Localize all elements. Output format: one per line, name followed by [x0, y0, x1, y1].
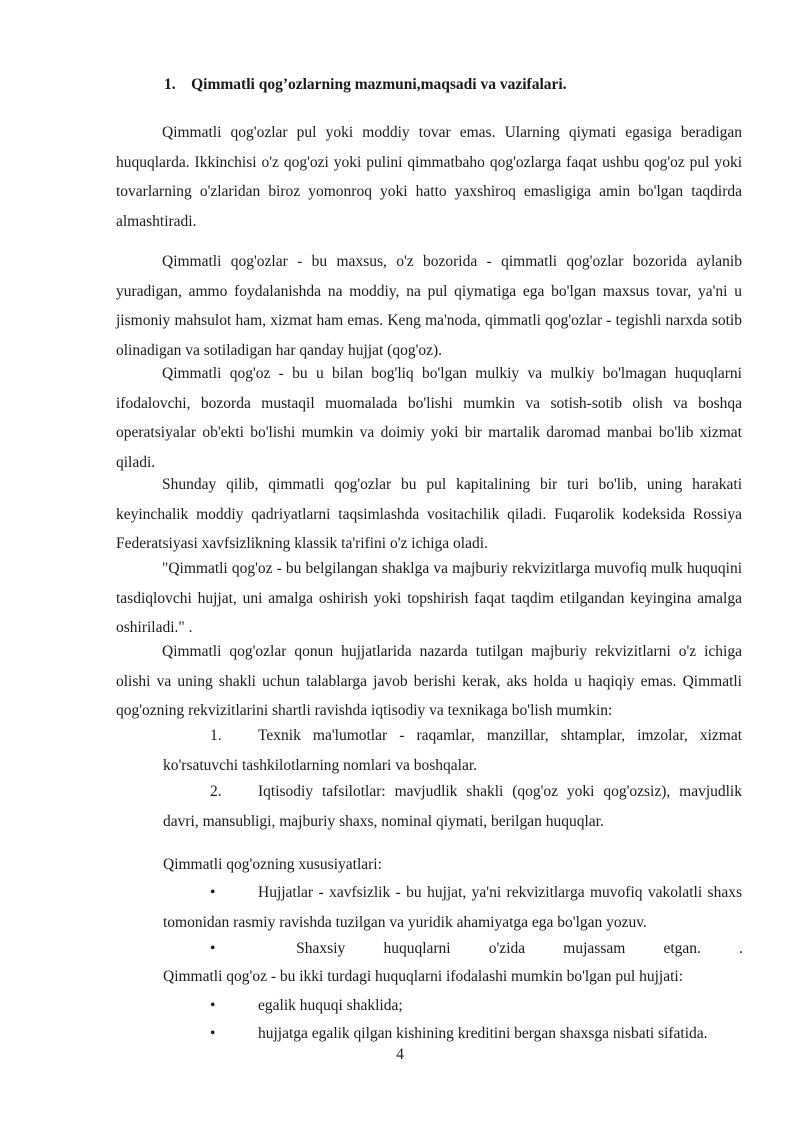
item-word: mujassam — [563, 940, 626, 957]
paragraph-text: Qimmatli qog'ozlar - bu maxsus, o'z bozorida - qimmatli qog'ozlar bozorida aylanib yuradigan, ammo foydalanishda na moddiy, na pul qiymatiga ega bo'lgan maxsus tovar, ya'ni u jismoniy mahsulot ham, xizmat ham emas. Keng ma'noda, qimmatli qog'ozlar - tegishli narxda sotib olinadigan va sotiladigan har qanday hujjat (qog'oz). — [116, 253, 742, 359]
paragraph-1 — [116, 118, 742, 236]
bullet-item-2 — [163, 934, 743, 964]
bullet-list-item — [163, 991, 742, 1021]
bullet-marker: • — [210, 940, 216, 957]
paragraph-text: Qimmatli qog'ozlar pul yoki moddiy tovar emas. Ularning qiymati egasiga beradigan huquqlarda. Ikkinchisi o'z qog'ozi yoki pulini qimmatbaho qog'ozlarga faqat ushbu qog'oz pul yoki tovarlarning o'zlaridan biroz yomonroq yoki hatto yaxshiroq emasligiga amin bo'lgan taqdirda almashtiradi. — [116, 124, 742, 230]
section-heading: 1. Qimmatli qog’ozlarning mazmuni,maqsadi va vazifalari. — [164, 76, 567, 93]
features-title: Qimmatli qog'ozning xususiyatlari: — [163, 856, 382, 873]
item-first-word: Iqtisodiy — [258, 783, 314, 800]
paragraph-6 — [116, 637, 742, 726]
paragraph-text: Qimmatli qog'oz - bu u bilan bog'liq bo'lgan mulkiy va mulkiy bo'lmagan huquqlarni ifodalovchi, bozorda mustaqil muomalada bo'lishi mumkin va sotish-sotib olish va boshqa operatsiyalar ob'ekti bo'lishi mumkin va doimiy yoki bir martalik daromad manbai bo'lib xizmat qiladi. — [116, 365, 742, 471]
paragraph-text: Qimmatli qog'ozlar qonun hujjatlarida nazarda tutilgan majburiy rekvizitlarni o'z ichiga olishi va uning shakli uchun talablarga javob berishi kerak, aks holda u haqiqiy emas. Qimmatli qog'ozning rekvizitlarini shartli ravishda iqtisodiy va texnikaga bo'lish mumkin: — [116, 643, 742, 719]
page-number: 4 — [396, 1046, 404, 1063]
paragraph-text: "Qimmatli qog'oz - bu belgilangan shaklga va majburiy rekvizitlarga muvofiq mulk huquqini tasdiqlovchi hujjat, uni amalga oshirish yoki topshirish faqat taqdim etilgandan keyingina amalga oshiriladi." . — [116, 560, 742, 636]
paragraph-text: Shunday qilib, qimmatli qog'ozlar bu pul kapitalining bir turi bo'lib, uning harakati keyinchalik moddiy qadriyatlarni taqsimlashda vositachilik qiladi. Fuqarolik kodeksida Rossiya Federatsiyasi xavfsizlikning klassik ta'rifini o'z ichiga oladi. — [116, 476, 742, 552]
bullet-marker: • — [210, 1025, 216, 1042]
item-word: Shaxsiy — [296, 940, 346, 957]
list-number: 1. — [210, 727, 222, 744]
paragraph-4 — [116, 470, 742, 559]
paragraph-3 — [116, 359, 742, 477]
item-text: ma'lumotlar - raqamlar, manzillar, shtamplar, imzolar, xizmat ko'rsatuvchi tashkilotlarning nomlari va boshqalar. — [163, 727, 743, 774]
numbered-item-1 — [163, 721, 742, 780]
item-text: tafsilotlar: mavjudlik shakli (qog'oz yoki qog'ozsiz), mavjudlik davri, mansubligi, majburiy shaxs, nominal qiymati, berilgan huquqlar. — [163, 783, 742, 830]
item-text: egalik huquqi shaklida; — [258, 997, 403, 1014]
bullet-marker: • — [210, 884, 216, 901]
item-text: hujjatga egalik qilgan kishining kreditini bergan shaxsga nisbati sifatida. — [258, 1025, 708, 1042]
list-number: 2. — [210, 783, 222, 800]
item-word: huquqlarni — [383, 940, 451, 957]
item-text: - xavfsizlik - bu hujjat, ya'ni rekvizitlarga muvofiq vakolatli shaxs tomonidan rasmiy ravishda tuzilgan va yuridik ahamiyatga ega bo'lgan yozuv. — [163, 884, 742, 931]
paragraph-2 — [116, 247, 742, 365]
bullet-marker: • — [210, 997, 216, 1014]
bullet-item-1 — [163, 878, 742, 937]
item-word: . — [739, 940, 743, 957]
paragraph-5 — [116, 554, 742, 643]
numbered-item-2 — [163, 777, 742, 836]
item-first-word: Hujjatlar — [258, 884, 314, 901]
item-first-word: Texnik — [258, 727, 301, 744]
bullet-list-item — [163, 1019, 742, 1049]
item-word: etgan. — [663, 940, 701, 957]
item-word: o'zida — [488, 940, 526, 957]
rights-line: Qimmatli qog'oz - bu ikki turdagi huquqlarni ifodalashi mumkin bo'lgan pul hujjati: — [163, 968, 684, 985]
